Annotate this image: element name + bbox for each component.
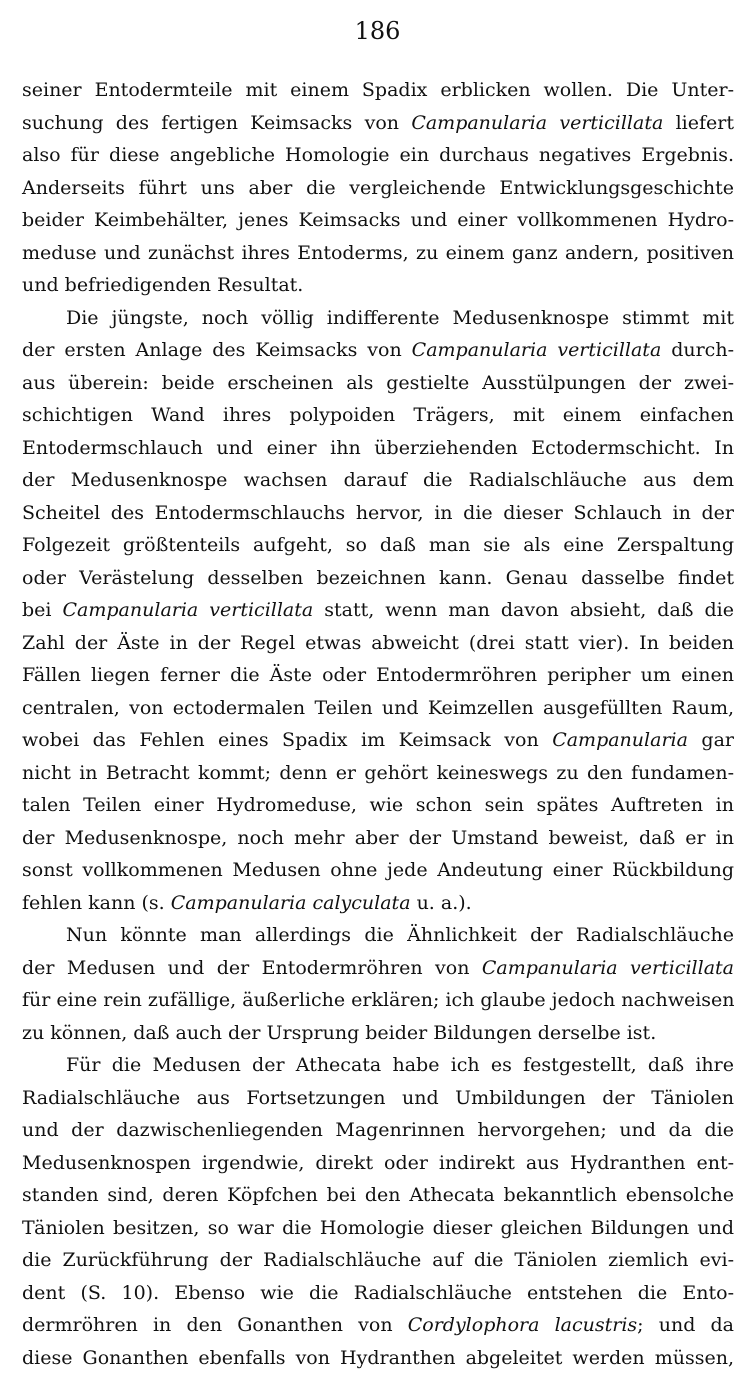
- text-line: [22, 302, 734, 335]
- italic-species-name: Campanularia calyculata: [171, 892, 411, 914]
- text-segment: Entodermschlauch und einer ihn überziehenden Ectodermschicht. In: [22, 437, 734, 459]
- text-segment: standen sind, deren Köpfchen bei den Athecata bekanntlich ebensolche: [22, 1184, 734, 1206]
- text-segment: statt, wenn man davon absieht, daß die: [313, 599, 734, 621]
- text-segment: wobei das Fehlen eines Spadix im Keimsack von: [22, 729, 552, 751]
- text-line: [22, 399, 734, 432]
- text-segment: seiner Entodermteile mit einem Spadix erblicken wollen. Die Unter-: [22, 79, 734, 101]
- text-segment: fehlen kann (s.: [22, 892, 171, 914]
- text-line: [22, 1147, 734, 1180]
- text-segment: gar: [688, 729, 734, 751]
- text-segment: meduse und zunächst ihres Entoderms, zu einem ganz andern, positiven: [22, 242, 734, 264]
- text-line: [22, 237, 734, 270]
- body-text: [22, 74, 734, 1374]
- italic-species-name: Campanularia verticillata: [412, 339, 662, 361]
- text-line: [22, 594, 734, 627]
- text-segment: also für diese angebliche Homologie ein durchaus negatives Ergebnis.: [22, 144, 734, 166]
- text-segment: der Medusenknospe wachsen darauf die Radialschläuche aus dem: [22, 469, 734, 491]
- text-segment: Anderseits führt uns aber die vergleichende Entwicklungsgeschichte: [22, 177, 734, 199]
- text-segment: liefert: [663, 112, 734, 134]
- text-line: [22, 367, 734, 400]
- text-line: [22, 1114, 734, 1147]
- text-segment: bei: [22, 599, 63, 621]
- text-line: [22, 334, 734, 367]
- text-line: [22, 1277, 734, 1310]
- text-segment: Folgezeit größtenteils aufgeht, so daß man sie als eine Zerspaltung: [22, 534, 734, 556]
- text-line: [22, 692, 734, 725]
- text-segment: dent (S. 10). Ebenso wie die Radialschläuche entstehen die Ento-: [22, 1282, 734, 1304]
- text-segment: die Zurückführung der Radialschläuche auf die Täniolen ziemlich evi-: [22, 1249, 734, 1271]
- text-line: [22, 822, 734, 855]
- text-line: [22, 724, 734, 757]
- text-line: [22, 1244, 734, 1277]
- text-segment: zu können, daß auch der Ursprung beider Bildungen derselbe ist.: [22, 1022, 656, 1044]
- text-segment: und der dazwischenliegenden Magenrinnen hervorgehen; und da die: [22, 1119, 734, 1141]
- text-segment: dermröhren in den Gonanthen von: [22, 1314, 408, 1336]
- text-segment: sonst vollkommenen Medusen ohne jede Andeutung einer Rückbildung: [22, 859, 734, 881]
- text-line: [22, 497, 734, 530]
- text-segment: Zahl der Äste in der Regel etwas abweicht (drei statt vier). In beiden: [22, 632, 734, 654]
- text-segment: Scheitel des Entodermschlauchs hervor, in die dieser Schlauch in der: [22, 502, 734, 524]
- text-line: [22, 139, 734, 172]
- text-line: [22, 757, 734, 790]
- text-segment: u. a.).: [411, 892, 472, 914]
- page-number: 186: [0, 14, 755, 48]
- text-line: [22, 887, 734, 920]
- text-segment: diese Gonanthen ebenfalls von Hydranthen abgeleitet werden müssen,: [22, 1347, 734, 1369]
- text-line: [22, 919, 734, 952]
- italic-species-name: Campanularia: [552, 729, 688, 751]
- text-segment: Fällen liegen ferner die Äste oder Entodermröhren peripher um einen: [22, 664, 734, 686]
- text-line: [22, 529, 734, 562]
- text-segment: Die jüngste, noch völlig indifferente Medusenknospe stimmt mit: [66, 307, 734, 329]
- text-line: [22, 1342, 734, 1374]
- text-line: [22, 1309, 734, 1342]
- text-line: [22, 1082, 734, 1115]
- italic-species-name: Campanularia verticillata: [411, 112, 663, 134]
- text-line: [22, 952, 734, 985]
- italic-species-name: Cordylophora lacustris: [408, 1314, 637, 1336]
- italic-species-name: Campanularia verticillata: [482, 957, 734, 979]
- text-segment: durch-: [661, 339, 734, 361]
- text-segment: und befriedigenden Resultat.: [22, 274, 303, 296]
- text-segment: suchung des fertigen Keimsacks von: [22, 112, 411, 134]
- text-line: [22, 1049, 734, 1082]
- text-line: [22, 204, 734, 237]
- text-segment: der Medusen und der Entodermröhren von: [22, 957, 482, 979]
- text-line: [22, 172, 734, 205]
- text-segment: der ersten Anlage des Keimsacks von: [22, 339, 412, 361]
- text-segment: für eine rein zufällige, äußerliche erklären; ich glaube jedoch nachweisen: [22, 989, 735, 1011]
- text-segment: nicht in Betracht kommt; denn er gehört keineswegs zu den fundamen-: [22, 762, 734, 784]
- text-line: [22, 659, 734, 692]
- text-segment: Täniolen besitzen, so war die Homologie dieser gleichen Bildungen und: [22, 1217, 734, 1239]
- text-segment: talen Teilen einer Hydromeduse, wie schon sein spätes Auftreten in: [22, 794, 734, 816]
- text-segment: oder Verästelung desselben bezeichnen kann. Genau dasselbe findet: [22, 567, 734, 589]
- text-segment: der Medusenknospe, noch mehr aber der Umstand beweist, daß er in: [22, 827, 734, 849]
- text-line: [22, 74, 734, 107]
- text-line: [22, 984, 734, 1017]
- italic-species-name: Campanularia verticillata: [63, 599, 314, 621]
- text-segment: Nun könnte man allerdings die Ähnlichkeit der Radialschläuche: [66, 924, 734, 946]
- text-line: [22, 432, 734, 465]
- text-segment: Für die Medusen der Athecata habe ich es festgestellt, daß ihre: [66, 1054, 734, 1076]
- text-segment: schichtigen Wand ihres polypoiden Trägers, mit einem einfachen: [22, 404, 734, 426]
- text-line: [22, 627, 734, 660]
- text-segment: aus überein: beide erscheinen als gestielte Ausstülpungen der zwei-: [22, 372, 734, 394]
- text-segment: ; und da: [637, 1314, 734, 1336]
- text-segment: Medusenknospen irgendwie, direkt oder indirekt aus Hydranthen ent-: [22, 1152, 734, 1174]
- text-segment: Radialschläuche aus Fortsetzungen und Umbildungen der Täniolen: [22, 1087, 734, 1109]
- text-line: [22, 1212, 734, 1245]
- text-segment: beider Keimbehälter, jenes Keimsacks und einer vollkommenen Hydro-: [22, 209, 734, 231]
- text-line: [22, 107, 734, 140]
- text-line: [22, 1017, 734, 1050]
- text-line: [22, 789, 734, 822]
- text-segment: centralen, von ectodermalen Teilen und Keimzellen ausgefüllten Raum,: [22, 697, 734, 719]
- text-line: [22, 464, 734, 497]
- text-line: [22, 562, 734, 595]
- text-line: [22, 1179, 734, 1212]
- text-line: [22, 854, 734, 887]
- text-line: [22, 269, 734, 302]
